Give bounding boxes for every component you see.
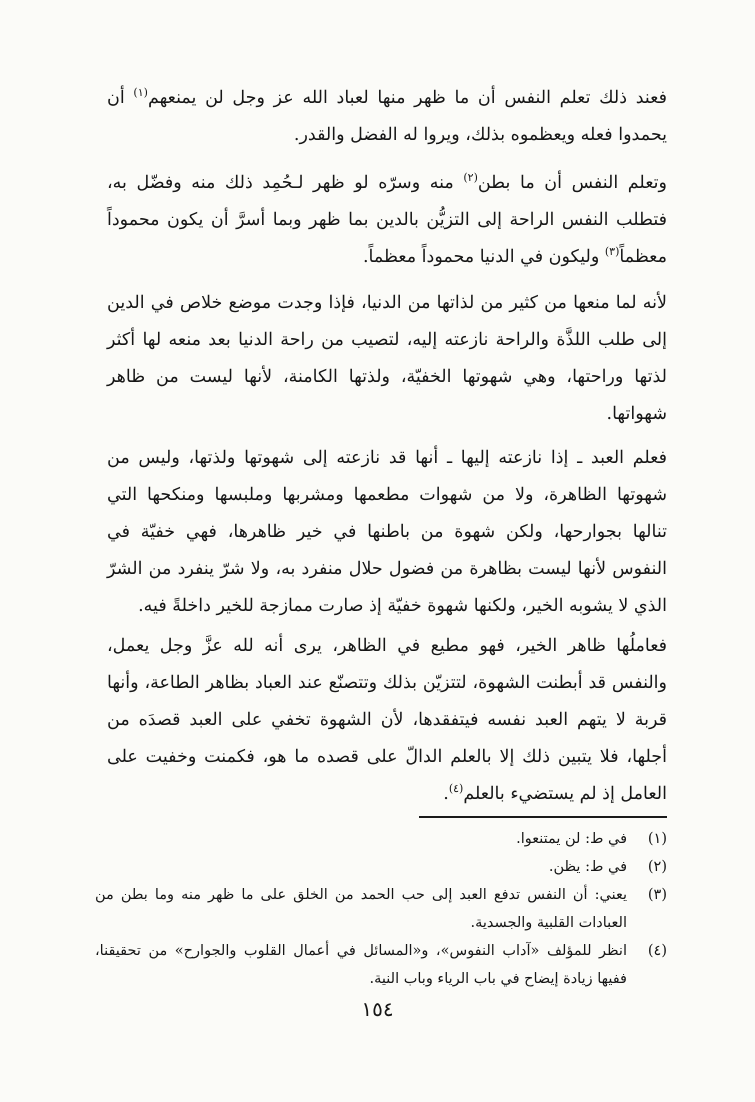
paragraph	[107, 285, 667, 433]
paragraph-text: وليكون في الدنيا محموداً معظماً.	[362, 247, 605, 267]
paragraph-text: فعاملُها ظاهر الخير، فهو مطيع في الظاهر، يرى أنه لله عزَّ وجل يعمل، والنفس قد أبطنت الشهوة، لتتزيّن بذلك وتتصنّع عند العباد بظاهر الطاعة، وأنها قربة لا يتهم العبد نفسه فيتفقدها، لأن الشهوة تخفي على العبد قصدَه من أجلها، فلا يتبين ذلك إلا بالعلم الدالّ على قصده ما هو، فكمنت وخفيت على العامل إذ لم يستضيء بالعلم	[107, 636, 667, 804]
footnote-marker[interactable]: (٤)	[448, 782, 464, 796]
footnote	[95, 937, 667, 993]
footnote-number: (٣)	[647, 887, 667, 903]
footnote-number: (٤)	[647, 943, 667, 959]
paragraph	[107, 628, 667, 813]
paragraph-text: .	[443, 784, 449, 804]
page-number: ١٥٤	[361, 997, 394, 1021]
footnote-marker[interactable]: (١)	[133, 86, 148, 100]
paragraph-text: فعلم العبد ـ إذا نازعته إليها ـ أنها قد نازعته إلى شهوتها ولذتها، وليس من شهوتها الظاهرة، ولا من شهوات مطعمها ومشربها وملبسها ومنكحها التي تنالها بجوارحها، ولكن شهوة من باطنها في خير ظاهرها، فهي خفيّة في النفوس لأنها ليست بظاهرة من فضول حلال منفرد به، ولا شرّ ينفرد من الشرّ الذي لا يشوبه الخير، ولكنها شهوة خفيّة إذ صارت ممازجة للخير داخلةً فيه.	[107, 448, 667, 616]
paragraph	[107, 80, 667, 154]
footnote-divider	[419, 816, 667, 818]
footnotes	[95, 825, 667, 993]
paragraph	[107, 440, 667, 625]
footnote-text: في ط: يظن.	[548, 859, 627, 875]
paragraph-text: أن يحمدوا فعله ويعظموه بذلك، ويروا له الفضل والقدر.	[107, 88, 667, 145]
footnote-number: (٢)	[647, 859, 667, 875]
paragraph	[107, 165, 667, 276]
footnote-text: في ط: لن يمتنعوا.	[516, 831, 627, 847]
footnote	[95, 825, 667, 853]
footnote-marker[interactable]: (٣)	[604, 245, 620, 259]
footnote-text: انظر للمؤلف «آداب النفوس»، و«المسائل في أعمال القلوب والجوارح» من تحقيقنا، ففيها زيادة إيضاح في باب الرياء وباب النية.	[95, 943, 627, 987]
paragraph-text: وتعلم النفس أن ما بطن	[477, 173, 667, 193]
paragraph-text: لأنه لما منعها من كثير من لذاتها من الدنيا، فإذا وجدت موضع خلاص في الدين إلى طلب اللذَّة والراحة نازعته إليه، لتصيب من راحة الدنيا بعد منعه لها أكثر لذتها وراحتها، وهي شهوتها الخفيّة، ولذتها الكامنة، لأنها ليست من ظاهر شهواتها.	[107, 293, 667, 424]
paragraph-text: فعند ذلك تعلم النفس أن ما ظهر منها لعباد الله عز وجل لن يمنعهم	[147, 88, 667, 108]
paragraph-text: منه وسرّه لو ظهر لـحُمِد ذلك منه وفضّل به، فتطلب النفس الراحة إلى التزيُّن بالدين بما ظهر وبما أسرَّ أن يكون محموداً معظماً	[107, 173, 667, 267]
footnote	[95, 853, 667, 881]
footnote	[95, 881, 667, 937]
footnote-marker[interactable]: (٢)	[463, 171, 478, 185]
footnote-text: يعني: أن النفس تدفع العبد إلى حب الحمد من الخلق على ما ظهر منه وما بطن من العبادات القلبية والجسدية.	[95, 887, 627, 931]
footnote-number: (١)	[647, 831, 667, 847]
